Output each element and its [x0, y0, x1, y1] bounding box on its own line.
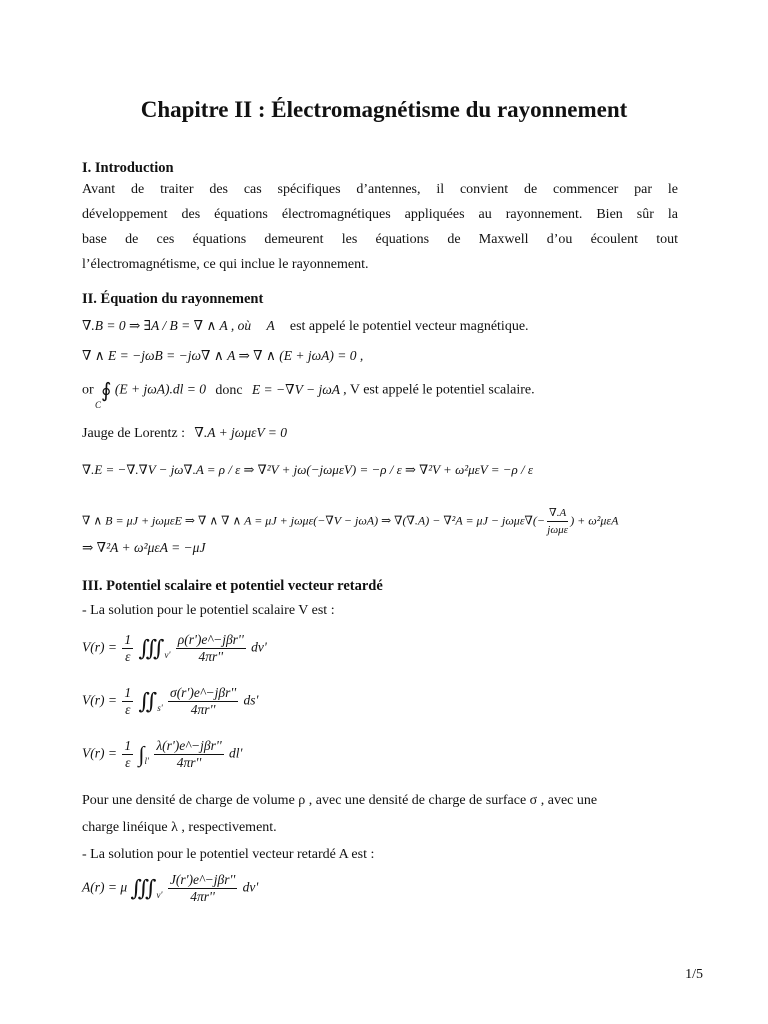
- single-integral-icon: ∫: [138, 741, 145, 767]
- equation-3-donc: donc: [215, 382, 243, 398]
- prefactor-denominator: ε: [125, 755, 131, 770]
- scalar-volume-prefactor: [122, 632, 133, 665]
- fraction-numerator: ρ(r')e^−jβr'': [177, 632, 244, 647]
- integral-subscript: v': [156, 889, 163, 900]
- equation-5-end: ) + ω²μεA: [570, 513, 619, 528]
- equation-3-subscript: C: [95, 400, 102, 410]
- equation-4: ∇.E = −∇.∇V − jω∇.A = ρ / ε ⇒ ∇²V + jω(−jωμεV) = −ρ / ε ⇒ ∇²V + ω²μεV = −ρ / ε: [82, 462, 534, 477]
- prefactor-numerator: 1: [124, 632, 132, 647]
- intro-line-3: base de ces équations demeurent les équations de Maxwell d’ou écoulent tout: [82, 232, 678, 247]
- equation-3-or: or: [82, 382, 94, 398]
- density-line-2: charge linéique λ , respectivement.: [82, 820, 277, 835]
- scalar-volume-fraction: [176, 632, 246, 665]
- vector-lhs: A(r) = μ: [82, 879, 128, 895]
- intro-line-4: l’électromagnétisme, ce qui inclue le rayonnement.: [82, 257, 369, 272]
- density-line-1: Pour une densité de charge de volume ρ , avec une densité de charge de surface σ , avec une: [82, 793, 598, 808]
- scalar-surface-lhs: V(r) =: [82, 692, 117, 708]
- triple-integral-icon: ∭: [130, 875, 157, 901]
- fraction-denominator: 4πr'': [176, 755, 202, 770]
- scalar-surface-fraction: [168, 685, 238, 718]
- intro-vector: - La solution pour le potentiel vecteur retardé A est :: [82, 847, 375, 862]
- equation-1: [82, 318, 529, 335]
- prefactor-denominator: ε: [125, 649, 131, 664]
- double-integral-icon: ∬: [138, 688, 158, 714]
- fraction-denominator: 4πr'': [190, 702, 216, 717]
- fraction-denominator: 4πr'': [198, 649, 224, 664]
- heading-potentiel-retarde: III. Potentiel scalaire et potentiel vecteur retardé: [82, 578, 383, 594]
- equation-5-fraction: [547, 505, 568, 538]
- scalar-volume-lhs: V(r) =: [82, 639, 117, 655]
- equation-2: ∇ ∧ E = −jωB = −jω∇ ∧ A ⇒ ∇ ∧ (E + jωA) = 0 ,: [82, 348, 364, 363]
- prefactor-numerator: 1: [124, 685, 132, 700]
- fraction-numerator: σ(r')e^−jβr'': [170, 685, 237, 700]
- equation-3-math: (E + jωA).dl = 0: [114, 381, 206, 397]
- equation-3-math2: E = −∇V − jωA: [251, 381, 340, 397]
- fraction-denominator: 4πr'': [190, 889, 215, 904]
- page-number: 1/5: [685, 967, 703, 982]
- equation-5-numerator: ∇.A: [547, 505, 568, 522]
- fraction-numerator: J(r')e^−jβr'': [169, 872, 236, 887]
- intro-scalar: - La solution pour le potentiel scalaire V est :: [82, 603, 335, 618]
- intro-line-2: développement des équations électromagnétiques appliquées au rayonnement. Bien sûr la: [82, 207, 678, 222]
- differential: dl': [228, 745, 243, 761]
- equation-5-main: ∇ ∧ B = μJ + jωμεE ⇒ ∇ ∧ ∇ ∧ A = μJ + jωμε(−∇V − jωA) ⇒ ∇(∇.A) − ∇²A = μJ − jωμε∇(−: [82, 513, 546, 528]
- equation-1-var: A: [266, 318, 275, 333]
- differential: dv': [242, 879, 259, 895]
- equation-1-text: est appelé le potentiel vecteur magnétique.: [289, 319, 529, 334]
- scalar-surface-prefactor: [122, 685, 133, 718]
- equation-5-denominator: jωμε: [547, 524, 568, 536]
- differential: ds': [243, 692, 259, 708]
- vector-fraction: [168, 872, 237, 905]
- scalar-line-lhs: V(r) =: [82, 745, 117, 761]
- heading-equation-rayonnement: II. Équation du rayonnement: [82, 291, 264, 307]
- jauge-label: Jauge de Lorentz :: [82, 426, 186, 441]
- scalar-surface-equation: [82, 685, 258, 718]
- equation-6: ⇒ ∇²A + ω²μεA = −μJ: [82, 540, 206, 555]
- integral-subscript: l': [144, 755, 149, 766]
- page-title: Chapitre II : Électromagnétisme du rayonnement: [140, 97, 628, 122]
- equation-5: [82, 505, 618, 538]
- contour-integral-icon: ∮: [101, 380, 112, 402]
- triple-integral-icon: ∭: [138, 635, 165, 661]
- differential: dv': [251, 639, 267, 655]
- vector-potential-equation: [82, 872, 258, 905]
- integral-subscript: v': [164, 649, 171, 660]
- jauge-equation: ∇.A + jωμεV = 0: [194, 425, 288, 440]
- equation-3-text: , V est appelé le potentiel scalaire.: [343, 382, 535, 398]
- scalar-line-prefactor: [122, 738, 133, 771]
- integral-subscript: s': [157, 702, 163, 713]
- scalar-volume-equation: [82, 632, 267, 665]
- fraction-numerator: λ(r')e^−jβr'': [156, 738, 222, 753]
- prefactor-numerator: 1: [124, 738, 132, 753]
- jauge-lorentz: [82, 425, 287, 442]
- scalar-line-fraction: [154, 738, 223, 771]
- prefactor-denominator: ε: [125, 702, 131, 717]
- heading-introduction: I. Introduction: [82, 160, 174, 176]
- equation-1-math: ∇.B = 0 ⇒ ∃A / B = ∇ ∧ A , où: [82, 318, 252, 333]
- equation-3: [82, 378, 535, 403]
- intro-line-1: Avant de traiter des cas spécifiques d’antennes, il convient de commencer par le: [82, 182, 678, 197]
- scalar-line-equation: [82, 738, 242, 771]
